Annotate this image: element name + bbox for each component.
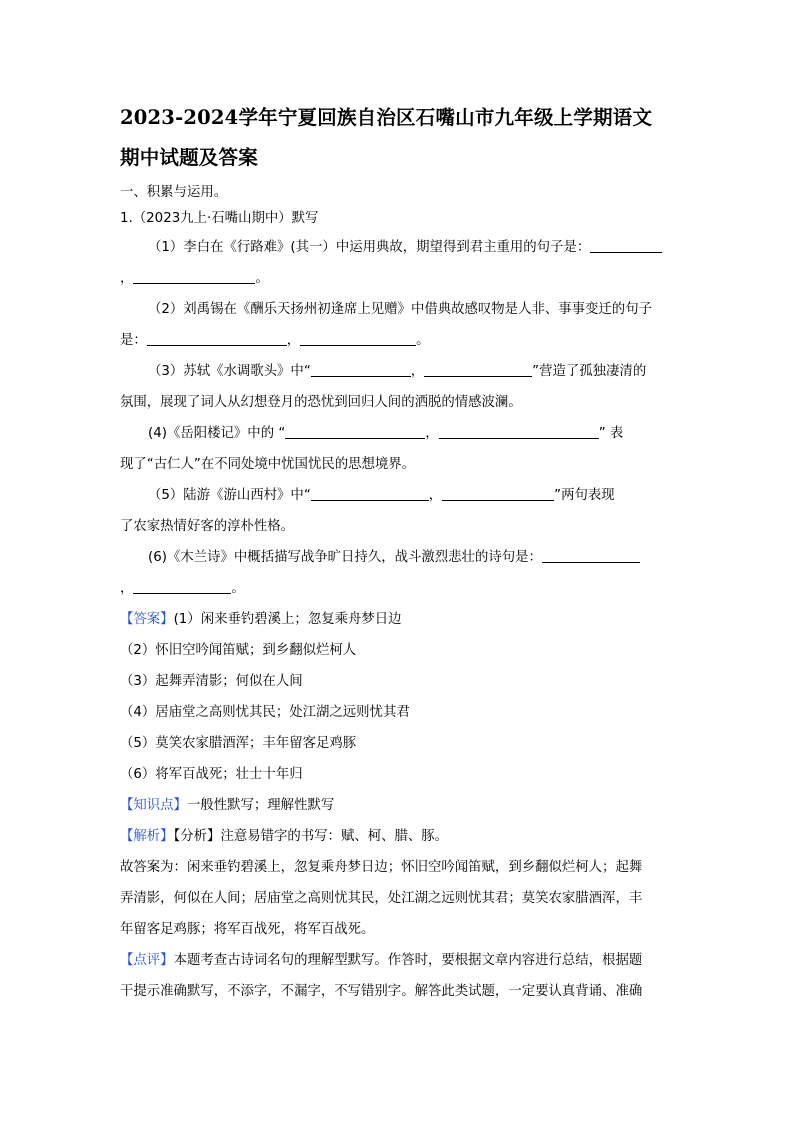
answer-line-1 (120, 604, 678, 635)
item-text: （5）陆游《游山西村》中“ (148, 488, 311, 503)
item-text: ， (425, 426, 439, 441)
answer-tag: 【答案】 (120, 612, 174, 627)
item-text: （3）苏轼《水调歌头》中“ (148, 364, 311, 379)
q1-item-4 (120, 418, 678, 449)
item-text: ”营造了孤独凄清的 (532, 364, 647, 379)
q1-item-5-cont: 了农家热情好客的淳朴性格。 (120, 519, 295, 534)
q1-item-4-cont: 现了“古仁人”在不同处境中忧国忧民的思想境界。 (120, 457, 416, 472)
analysis (120, 821, 678, 852)
item-text: ， (286, 333, 301, 348)
item-text: ” 表 (598, 426, 624, 441)
item-text: ， (120, 271, 134, 286)
answer-summary-line-1: 故答案为：闲来垂钓碧溪上，忽复乘舟梦日边；怀旧空吟闻笛赋，到乡翻似烂柯人；起舞 (120, 860, 643, 875)
q1-item-2 (120, 294, 678, 325)
q1-item-2-cont (120, 325, 678, 356)
knowledge-tag: 【知识点】 (120, 798, 187, 813)
doc-title-line2: 期中试题及答案 (120, 146, 258, 169)
item-text: ”两句表现 (554, 488, 615, 503)
knowledge-text: 一般性默写；理解性默写 (186, 798, 335, 813)
answer-blank (590, 238, 662, 253)
q1-item-6-cont (120, 573, 678, 604)
comment-text: 本题考查古诗词名句的理解型默写。作答时，要根据文章内容进行总结，根据题 (173, 953, 643, 968)
q1-item-1-cont (120, 263, 678, 294)
q1-item-1 (120, 232, 678, 263)
comment-line-1 (120, 945, 678, 976)
analysis-text: 【分析】注意易错字的书写：赋、柯、腊、豚。 (173, 829, 449, 844)
answer-blank (439, 424, 599, 439)
item-text: 是： (120, 333, 147, 348)
answer-blank (147, 331, 287, 346)
answer-line-3: （3）起舞弄清影；何似在人间 (120, 674, 303, 689)
item-text: ， (410, 364, 425, 379)
item-text: ， (120, 581, 134, 596)
comment-tag: 【点评】 (120, 953, 174, 968)
answer-blank (133, 579, 231, 594)
answer-blank (311, 486, 429, 501)
answer-text: (1）闲来垂钓碧溪上；忽复乘舟梦日边 (173, 612, 402, 627)
answer-blank (311, 362, 411, 377)
answer-line-6: （6）将军百战死；壮士十年归 (120, 767, 303, 782)
answer-summary-line-2: 弄清影，何似在人间；居庙堂之高则忧其民，处江湖之远则忧其君；莫笑农家腊酒浑，丰 (120, 891, 643, 906)
knowledge-point (120, 790, 678, 821)
item-text: 。 (416, 333, 430, 348)
item-text: 。 (255, 271, 269, 286)
q1-item-6 (120, 542, 678, 573)
section-heading: 一、积累与运用。 (120, 185, 228, 200)
q1-item-3 (120, 356, 678, 387)
answer-blank (300, 331, 416, 346)
question-heading: 1.（2023九上·石嘴山期中）默写 (120, 211, 319, 226)
answer-line-2: （2）怀旧空吟闻笛赋；到乡翻似烂柯人 (120, 643, 357, 658)
doc-title-line1: 2023-2024学年宁夏回族自治区石嘴山市九年级上学期语文 (120, 106, 653, 129)
exam-page (120, 98, 678, 1007)
item-text: 。 (231, 581, 245, 596)
answer-blank (285, 424, 425, 439)
answer-blank (442, 486, 554, 501)
item-text: (6)《木兰诗》中概括描写战争旷日持久，战斗激烈悲壮的诗句是： (148, 550, 542, 565)
answer-blank (133, 269, 255, 284)
answer-line-4: （4）居庙堂之高则忧其民；处江湖之远则忧其君 (120, 705, 410, 720)
answer-blank (542, 548, 640, 563)
item-text: ， (428, 488, 443, 503)
answer-blank (424, 362, 532, 377)
item-text: （1）李白在《行路难》(其一）中运用典故，期望得到君主重用的句子是： (148, 240, 591, 255)
item-text: （2）刘禹锡在《酬乐天扬州初逢席上见赠》中借典故感叹物是人非、事事变迁的句子 (148, 302, 652, 317)
q1-item-5 (120, 480, 678, 511)
answer-summary-line-3: 年留客足鸡豚；将军百战死，将军百战死。 (120, 922, 375, 937)
answer-line-5: （5）莫笑农家腊酒浑；丰年留客足鸡豚 (120, 736, 357, 751)
item-text: (4)《岳阳楼记》中的 “ (148, 426, 286, 441)
comment-line-2: 干提示准确默写，不添字，不漏字，不写错别字。解答此类试题，一定要认真背诵、准确 (120, 984, 643, 999)
q1-item-3-cont: 氛围，展现了词人从幻想登月的恐忧到回归人间的洒脱的情感波澜。 (120, 395, 522, 410)
analysis-tag: 【解析】 (120, 829, 174, 844)
